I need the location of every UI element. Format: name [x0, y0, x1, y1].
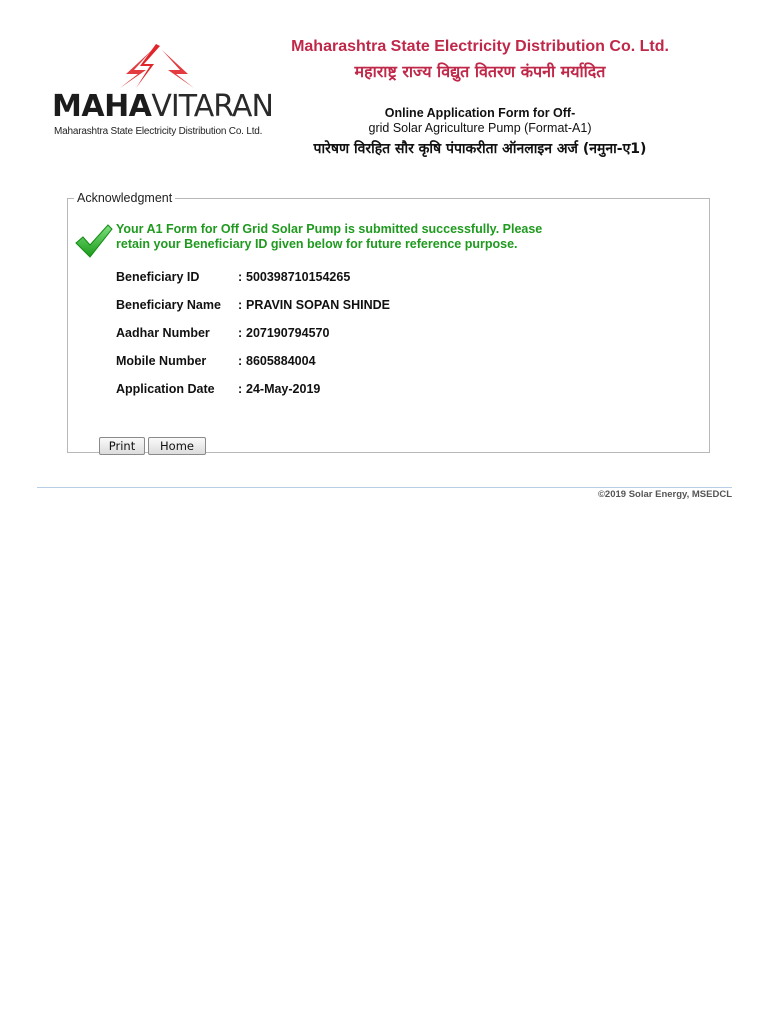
- success-message-line1: Your A1 Form for Off Grid Solar Pump is submitted successfully. Please: [116, 222, 543, 236]
- footer-divider: [37, 487, 732, 488]
- beneficiary-name-value: PRAVIN SOPAN SHINDE: [246, 298, 391, 312]
- logo-wordmark: [52, 90, 273, 124]
- acknowledgment-legend: Acknowledgment: [77, 191, 173, 205]
- footer-copyright: ©2019 Solar Energy, MSEDCL: [597, 489, 732, 500]
- detail-label: Aadhar Number: [116, 326, 210, 340]
- application-date-row: [116, 382, 320, 396]
- detail-label: Beneficiary ID: [116, 270, 200, 284]
- company-name-marathi: महाराष्ट्र राज्य विद्युत वितरण कंपनी मर्यादित: [354, 62, 606, 81]
- mobile-number-row: [116, 354, 316, 368]
- beneficiary-name-row: [116, 298, 390, 312]
- detail-separator: :: [238, 326, 243, 340]
- print-button[interactable]: Print: [99, 437, 145, 455]
- acknowledgment-panel: [67, 191, 710, 453]
- logo-subtitle: Maharashtra State Electricity Distribution Co. Ltd.: [54, 126, 263, 137]
- checkmark-icon: [74, 223, 114, 261]
- beneficiary-id-value: 500398710154265: [246, 270, 351, 284]
- mobile-number-value: 8605884004: [246, 354, 316, 368]
- lightning-bolt-icon: [114, 44, 204, 90]
- form-title-line2: grid Solar Agriculture Pump (Format-A1): [368, 121, 592, 135]
- detail-separator: :: [238, 382, 243, 396]
- detail-separator: :: [238, 298, 243, 312]
- success-message-line2: retain your Beneficiary ID given below for future reference purpose.: [116, 237, 518, 251]
- form-title-line1: Online Application Form for Off-: [384, 106, 576, 120]
- detail-label: Application Date: [116, 382, 215, 396]
- success-message: [116, 222, 586, 252]
- company-name-english: Maharashtra State Electricity Distribution Co. Ltd.: [291, 38, 669, 55]
- form-title: [330, 106, 630, 136]
- detail-separator: :: [238, 270, 243, 284]
- application-date-value: 24-May-2019: [246, 382, 321, 396]
- aadhar-number-value: 207190794570: [246, 326, 330, 340]
- mahavitaran-logo: [52, 44, 282, 144]
- detail-separator: :: [238, 354, 243, 368]
- logo-word-vitaran: VITARAN: [151, 89, 273, 124]
- aadhar-number-row: [116, 326, 329, 340]
- detail-label: Mobile Number: [116, 354, 207, 368]
- logo-word-maha: MAHA: [52, 89, 152, 124]
- home-button[interactable]: Home: [148, 437, 206, 455]
- detail-label: Beneficiary Name: [116, 298, 221, 312]
- form-title-marathi: पारेषण विरहित सौर कृषि पंपाकरीता ऑनलाइन अर्ज (नमुना-ए1): [313, 141, 647, 157]
- beneficiary-id-row: [116, 270, 350, 284]
